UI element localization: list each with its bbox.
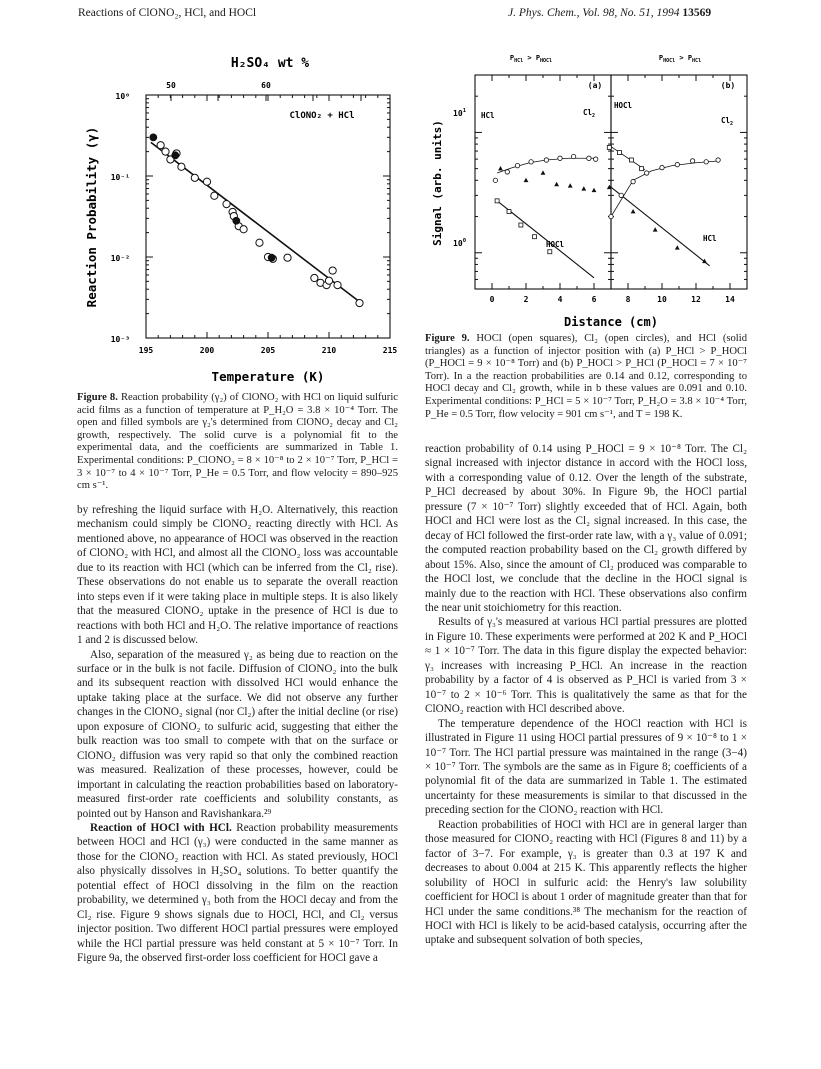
- fig8-y-tick-2: 10⁻²: [110, 254, 130, 263]
- journal-citation: J. Phys. Chem., Vol. 98, No. 51, 1994: [508, 7, 680, 19]
- fig9-cl2-circle: [493, 178, 497, 182]
- fig9-x-tick-label: 12: [691, 295, 701, 304]
- fig8-plot-frame: [146, 95, 390, 338]
- fig9-panel-b-frame: [611, 75, 747, 289]
- fig9-series-line: [497, 201, 594, 278]
- fig8-open-point: [203, 178, 210, 185]
- fig9-hocl-square: [507, 210, 511, 214]
- fig9-panel-a-label: (a): [587, 81, 603, 90]
- left-paragraph-1: by refreshing the liquid surface with H₂O. Alternatively, this reaction mechanism could simply be ClONO₂ reacting directly with HCl. As mentioned above, no appearance of HOCl was observed in the reaction of ClONO₂ with HCl, and almost all the ClONO₂ loss was accountable due to its reaction with HCl (which can be inferred from the Cl₂ rise). These observations do not enable us to separate the overall reaction into steps even if it were taking place in multiple steps. It is also likely that the measured ClONO₂ uptake in the presence of HCl is due to reactions with both HCl and H₂O. The relative importance of reactions 1 and 2 is discussed below.: [77, 504, 398, 647]
- fig9-hocl-square: [519, 223, 523, 227]
- fig8-open-point: [269, 255, 276, 262]
- fig9-series-line: [609, 145, 645, 169]
- left-paragraph-3-text: Reaction probability measurements between HOCl and HCl (γ₃) were conducted in the same manner as those for the ClONO₂ reaction with HCl. As stated previously, HOCl also physically dissolves in H₂SO₄ solutions. To better quantify the potential effect of HOCl dissolving in the film on the reaction probability, we determined γ₃ both from the HOCl decay and from the Cl₂ rise. Figure 9 shows signals due to HOCl, HCl, and Cl₂ versus injector position. Two different HOCl partial pressures were employed while the HCl partial pressure was held constant at 5 × 10⁻⁷ Torr. In Figure 9a, the observed first-order loss coefficient for HOCl gave a: [77, 821, 398, 965]
- figure-8-caption-label: Figure 8.: [77, 392, 118, 403]
- fig9-y-tick-1: $10^1$: [453, 108, 466, 118]
- fig9-hcl-triangle: [592, 188, 597, 192]
- fig8-open-point: [178, 163, 185, 170]
- fig9-axis-ticks: [475, 75, 747, 289]
- figure-8-caption-text: Reaction probability (γ₂) of ClONO₂ with HCl on liquid sulfuric acid films as a function of temperature at P_H₂O = 3.8 × 10⁻⁴ Torr. The open and filled symbols are γ₂'s determined from ClONO₂ decay and Cl₂ growth, respectively. The solid curve is a polynomial fit to the experimental data, and the coefficients are summarized in Table 1. Experimental conditions: P_ClONO₂ = 8 × 10⁻⁸ to 2 × 10⁻⁷ Torr, P_HCl = 3 × 10⁻⁷ to 4 × 10⁻⁷ Torr, P_He = 0.5 Torr, and flow velocity = 890–925 cm s⁻¹.: [77, 392, 398, 492]
- fig9-cl2-circle: [544, 158, 548, 162]
- fig8-open-point: [157, 142, 164, 149]
- fig8-x-axis-label: Temperature (K): [211, 369, 325, 384]
- fig8-y-tick-0: 10⁰: [115, 92, 130, 101]
- fig8-fit-curve: [151, 142, 360, 301]
- left-paragraph-2: Also, separation of the measured γ₂ as being due to reaction on the surface or in the bulk is not facile. Diffusion of ClONO₂ into the bulk and its subsequent reaction with dissolved HCl would enhance the uptake taking place at the surface. We did not observe any further changes in the ClONO₂ signal (nor Cl₂) after the initial decline (or rise) upon exposure of ClONO₂ to sulfuric acid, suggesting that either the bulk reaction was too small to compete with that on the surface or ClONO₂ diffusion was very rapid so that only the combined reaction was measured. Realization of these processes, however, could be important in calculating the reaction probabilities based on laboratory-measured first-order rate coefficients and solubility constants, as pointed out by Hanson and Ravishankara.²⁹: [77, 648, 398, 820]
- fig8-top-axis-title: H₂SO₄ wt %: [230, 56, 310, 71]
- fig9-x-tick-label: 0: [489, 295, 495, 304]
- fig8-x-tick-205: 205: [260, 346, 276, 355]
- fig9-series-line: [497, 158, 594, 173]
- fig8-top-tick-50: 50: [166, 81, 176, 90]
- fig9-panel-b-label: (b): [720, 81, 736, 90]
- fig9-cl2-circle: [716, 158, 720, 162]
- fig9-cl2-circle: [609, 214, 613, 218]
- fig9-series-line: [609, 186, 709, 266]
- fig9-data-series: [493, 145, 720, 277]
- fig8-filled-point: [268, 254, 275, 261]
- figure-9-caption-label: Figure 9.: [425, 333, 470, 344]
- fig9-x-tick-label: 10: [657, 295, 667, 304]
- fig9-cl2-circle: [515, 163, 519, 167]
- fig8-open-point: [173, 150, 180, 157]
- fig8-axis-ticks: [146, 95, 390, 338]
- fig9-x-tick-label: 6: [591, 295, 597, 304]
- fig8-x-tick-215: 215: [382, 346, 398, 355]
- fig9-b-label-hocl: HOCl: [614, 101, 633, 110]
- fig8-x-tick-195: 195: [138, 346, 154, 355]
- fig9-hcl-triangle: [607, 185, 612, 189]
- fig8-open-point: [162, 148, 169, 155]
- fig9-panel-b-title: $P_{HOCl} > P_{HCl}$: [658, 54, 702, 64]
- fig9-x-tick-labels: [490, 295, 735, 304]
- fig9-hocl-square: [618, 151, 622, 155]
- fig9-a-label-hocl: HOCl: [546, 240, 565, 249]
- fig9-hcl-triangle: [554, 182, 559, 186]
- fig8-open-point: [223, 200, 230, 207]
- fig9-hocl-square: [548, 250, 552, 254]
- right-body-column: [425, 442, 747, 948]
- fig8-open-point: [334, 281, 341, 288]
- fig8-filled-point: [150, 134, 157, 141]
- fig9-cl2-circle: [690, 159, 694, 163]
- fig8-open-point: [356, 299, 363, 306]
- fig9-a-label-cl2: $Cl_2$: [583, 108, 596, 119]
- fig8-data-points: [150, 134, 363, 307]
- fig9-hocl-square: [607, 145, 611, 149]
- fig9-x-tick-label: 4: [557, 295, 563, 304]
- fig9-cl2-circle: [660, 165, 664, 169]
- fig9-cl2-circle: [631, 179, 635, 183]
- fig9-x-axis-label: Distance (cm): [564, 315, 658, 329]
- fig8-open-point: [329, 267, 336, 274]
- fig9-hcl-triangle: [568, 183, 573, 187]
- fig9-cl2-circle: [619, 193, 623, 197]
- fig9-hcl-triangle: [702, 259, 707, 263]
- fig8-y-tick-1: 10⁻¹: [110, 173, 130, 182]
- fig8-filled-point: [172, 152, 179, 159]
- fig8-open-point: [284, 254, 291, 261]
- fig9-b-label-hcl: HCl: [703, 234, 717, 243]
- fig9-series-line: [611, 161, 720, 217]
- fig9-cl2-circle: [645, 171, 649, 175]
- fig8-open-point: [191, 174, 198, 181]
- right-paragraph-4: Reaction probabilities of HOCl with HCl are in general larger than those measured for ClONO₂ reacting with HCl (Figures 8 and 11) by a factor of 3−7. For example, γ₃ is greater than 0.3 at 197 K and decreases to about 0.004 at 215 K. This apparently reflects the higher solubility of HOCl in sulfuric acid: the Henry's law solubility coefficient for HOCl is about 1 order of magnitude greater than that for HCl under the same conditions.³⁸ The mechanism for the reaction of HOCl with HCl is likely to be acid-based catalysis, occurring after the uptake and subsequent solvation of both species,: [425, 818, 747, 947]
- fig9-hocl-square: [629, 158, 633, 162]
- fig9-cl2-circle: [558, 156, 562, 160]
- fig9-cl2-circle: [704, 160, 708, 164]
- fig8-x-tick-200: 200: [199, 346, 215, 355]
- fig8-y-axis-label: Reaction Probability (γ): [84, 126, 99, 308]
- fig9-cl2-circle: [571, 154, 575, 158]
- fig8-open-point: [311, 274, 318, 281]
- fig9-cl2-circle: [594, 157, 598, 161]
- fig9-cl2-circle: [675, 162, 679, 166]
- fig8-open-point: [211, 192, 218, 199]
- right-paragraph-1: reaction probability of 0.14 using P_HOCl = 9 × 10⁻⁸ Torr. The Cl₂ signal increased with injector distance in accord with the HOCl loss, with a corresponding value of 0.12. Over the length of the substrate, P_HCl decreased by about 30%. In Figure 9b, the HOCl partial pressure (7 × 10⁻⁷ Torr) slightly exceeded that of HCl. Again, both HOCl and HCl were lost as the Cl₂ signal increased. In this case, the decay of HCl followed the first-order rate law, with a γ₃ value of 0.091; the computed reaction probability based on the Cl₂ growth differed by about 15%. Also, since the amount of Cl₂ produced was comparable to the HOCl lost, we conclude that the decline in the HOCl signal is mainly due to the reaction with HCl. These observations also confirm the near unit stoichiometry for this reaction.: [425, 443, 747, 614]
- fig8-x-tick-210: 210: [321, 346, 337, 355]
- right-paragraph-3: The temperature dependence of the HOCl reaction with HCl is illustrated in Figure 11 using HOCl partial pressures of 9 × 10⁻⁸ to 1 × 10⁻⁷ Torr. The HCl partial pressure was maintained in the range (3−4) × 10⁻⁷ Torr. The symbols are the same as in Figure 8; coefficients of a polynomial fit of the data are summarized in Table 1. The estimated uncertainty for these measurements is similar to that discussed in the preceding section for the ClONO₂ reaction with HCl.: [425, 717, 747, 817]
- fig9-hcl-triangle: [631, 209, 636, 213]
- fig8-open-point: [235, 223, 242, 230]
- running-header-title: Reactions of ClONO₂, HCl, and HOCl: [78, 7, 257, 19]
- fig9-hocl-square: [640, 167, 644, 171]
- fig9-x-tick-label: 14: [725, 295, 735, 304]
- fig8-open-point: [256, 239, 263, 246]
- fig9-panel-a-title: $P_{HCl} > P_{HOCl}$: [509, 54, 553, 64]
- fig9-hcl-triangle: [541, 170, 546, 174]
- fig8-top-tick-60: 60: [261, 81, 271, 90]
- fig9-cl2-circle: [587, 156, 591, 160]
- fig8-annotation: ClONO₂ + HCl: [289, 111, 355, 121]
- left-paragraph-3: [77, 821, 398, 966]
- fig9-hocl-square: [533, 235, 537, 239]
- fig8-open-point: [264, 253, 271, 260]
- fig9-cl2-circle: [505, 170, 509, 174]
- fig9-hcl-triangle: [498, 166, 503, 170]
- fig9-cl2-circle: [529, 160, 533, 164]
- figure-9-caption-text: HOCl (open squares), Cl₂ (open circles), and HCl (solid triangles) as a function of injector position with (a) P_HCl > P_HOCl (P_HOCl = 9 × 10⁻⁸ Torr) and (b) P_HOCl > P_HCl (P_HOCl = 7 × 10⁻⁷ Torr). In a the reaction probabilities are 0.14 and 0.12, corresponding to HOCl decay and Cl₂ growth, while in b these values are 0.091 and 0.10. Experimental conditions: P_HCl = 5 × 10⁻⁷ Torr, P_H₂O = 3.8 × 10⁻⁴ Torr, P_He = 0.5 Torr, flow velocity = 901 cm s⁻¹, and T = 198 K.: [425, 333, 747, 420]
- fig8-open-point: [317, 279, 324, 286]
- fig9-a-label-hcl: HCl: [481, 111, 495, 120]
- fig9-hcl-triangle: [524, 178, 529, 182]
- left-body-column: [77, 503, 398, 966]
- right-paragraph-2: Results of γ₃'s measured at various HCl partial pressures are plotted in Figure 10. These experiments were performed at 202 K and P_HOCl ≈ 1 × 10⁻⁷ Torr. The data in this figure display the expected behavior: γ₃ increases with increasing P_HCl. An increase in the reaction probability by a factor of 4 is observed as P_HCl is varied from 3 × 10⁻⁷ to 2 × 10⁻⁶ Torr. This is qualitatively the same as that for the ClONO₂ reaction with HCl described above.: [425, 616, 747, 716]
- fig9-b-label-cl2: $Cl_2$: [721, 116, 734, 127]
- fig8-open-point: [229, 208, 236, 215]
- fig8-filled-point: [233, 217, 240, 224]
- fig9-x-tick-label: 2: [523, 295, 529, 304]
- fig9-panel-a-frame: [475, 75, 611, 289]
- fig8-y-tick-3: 10⁻³: [110, 335, 130, 344]
- fig8-open-point: [167, 156, 174, 163]
- fig8-open-point: [230, 212, 237, 219]
- fig8-open-point: [240, 226, 247, 233]
- fig9-hcl-triangle: [653, 227, 658, 231]
- fig9-y-axis-label: Signal (arb. units): [431, 120, 444, 246]
- fig9-hcl-triangle: [581, 186, 586, 190]
- fig9-hocl-square: [495, 199, 499, 203]
- fig9-y-tick-0: $10^0$: [453, 238, 466, 248]
- fig8-open-point: [325, 277, 332, 284]
- section-heading-hocl-hcl: Reaction of HOCl with HCl.: [90, 821, 232, 834]
- page-number: 13569: [682, 7, 712, 19]
- fig9-x-tick-label: 8: [625, 295, 631, 304]
- figure-8-caption: [77, 392, 398, 493]
- fig9-hcl-triangle: [675, 245, 680, 249]
- fig8-open-point: [323, 281, 330, 288]
- figure-9-caption: [425, 333, 747, 421]
- running-header-journal: [508, 7, 711, 19]
